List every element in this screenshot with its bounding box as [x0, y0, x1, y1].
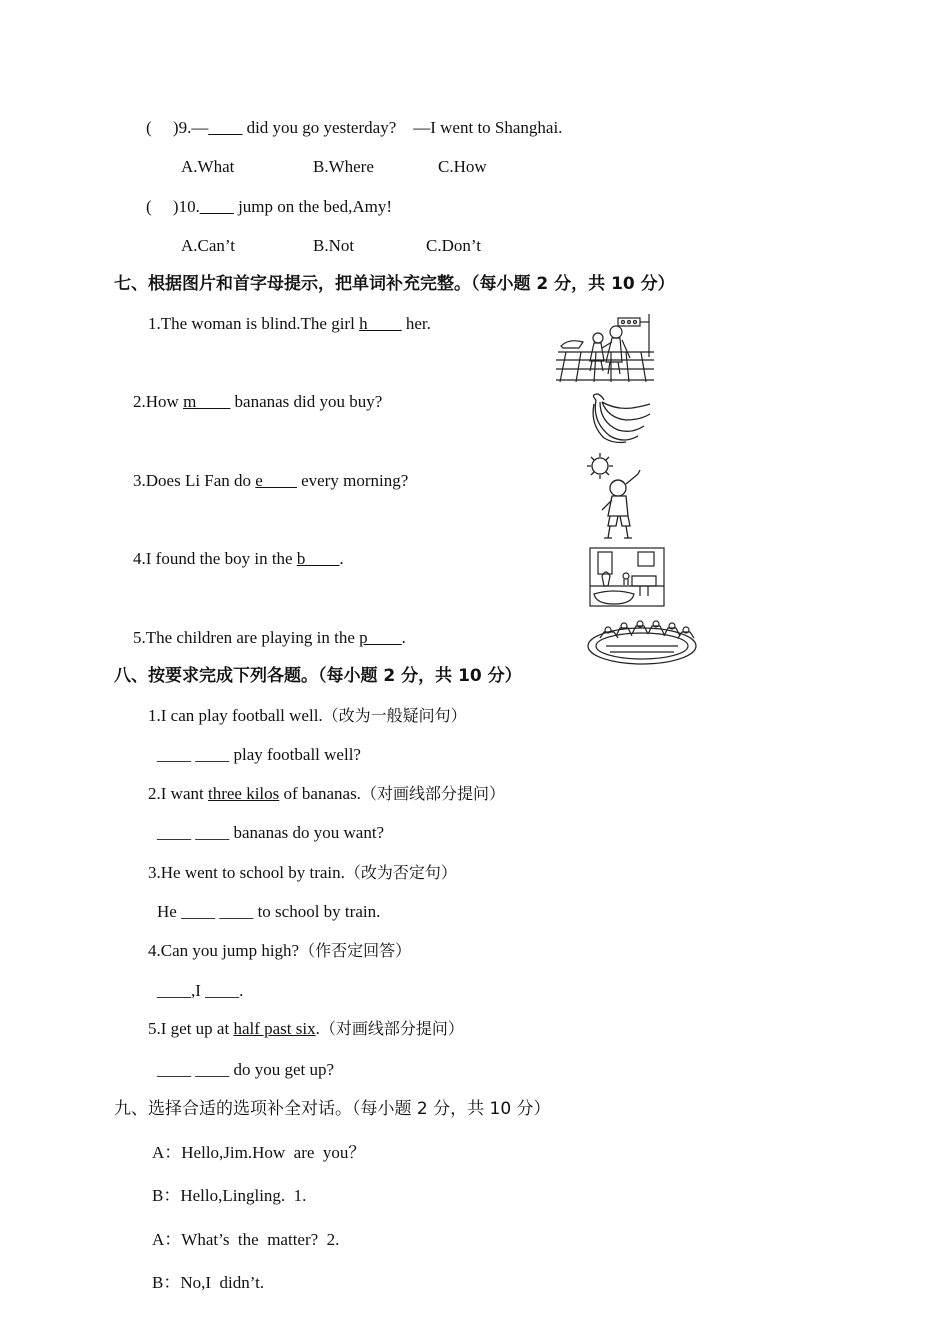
s7-item-4: 4.I found the boy in the b____. — [133, 549, 344, 568]
answer-blank[interactable]: ____ — [199, 197, 234, 216]
s8-answer-5[interactable]: ____ ____ do you get up? — [157, 1060, 335, 1079]
instruction-note: （改为否定句） — [344, 863, 457, 882]
section-8-title: 八、按要求完成下列各题。（每小题 2 分，共 10 分） — [114, 666, 522, 686]
word-blank[interactable]: h____ — [359, 314, 402, 333]
option-c[interactable]: C.Don’t — [426, 236, 481, 255]
option-b[interactable]: B.Where — [313, 157, 374, 176]
question-number: 10. — [178, 197, 200, 216]
boy-exercising-picture — [586, 452, 648, 542]
answer-paren[interactable]: ( ) — [146, 197, 179, 216]
instruction-note: （对画线部分提问） — [319, 1019, 464, 1038]
s8-answer-2[interactable]: ____ ____ bananas do you want? — [157, 823, 385, 842]
section-7-title: 七、根据图片和首字母提示，把单词补充完整。（每小题 2 分，共 10 分） — [114, 274, 675, 294]
word-blank[interactable]: b____ — [296, 549, 340, 568]
dialogue-line: B：No,I didn’t. — [152, 1273, 265, 1292]
s7-item-3: 3.Does Li Fan do e____ every morning? — [133, 471, 409, 490]
s7-item-2: 2.How m____ bananas did you buy? — [133, 392, 383, 411]
answer-paren[interactable]: ( ) — [146, 118, 179, 137]
option-b[interactable]: B.Not — [313, 236, 355, 255]
s8-item-5: 5.I get up at half past six.（对画线部分提问） — [148, 1019, 464, 1038]
word-blank[interactable]: m____ — [183, 392, 231, 411]
answer-blank[interactable]: ____ — [208, 118, 243, 137]
s8-answer-4[interactable]: ____,I ____. — [157, 981, 244, 1000]
instruction-note: （改为一般疑问句） — [322, 706, 467, 725]
s8-answer-3[interactable]: He ____ ____ to school by train. — [157, 902, 381, 921]
dialogue-line: A：What’s the matter? 2. — [152, 1230, 340, 1249]
instruction-note: （对画线部分提问） — [360, 784, 505, 803]
question-9 — [146, 117, 562, 139]
question-number: 9.— — [178, 118, 209, 137]
option-c[interactable]: C.How — [438, 157, 487, 176]
playground-picture — [586, 616, 702, 666]
instruction-note: （作否定回答） — [299, 941, 412, 960]
s8-item-2: 2.I want three kilos of bananas.（对画线部分提问） — [148, 784, 505, 803]
s7-item-5: 5.The children are playing in the p____. — [133, 628, 406, 647]
girl-helping-woman-picture — [556, 312, 656, 384]
s8-item-1: 1.I can play football well.（改为一般疑问句） — [148, 706, 467, 725]
word-blank[interactable]: e____ — [255, 471, 297, 490]
option-a[interactable]: A.Can’t — [181, 236, 235, 255]
section-9-title: 九、选择合适的选项补全对话。（每小题 2 分，共 10 分） — [114, 1099, 551, 1119]
question-text: did you go yesterday? —I went to Shanghai. — [242, 118, 563, 137]
s8-item-3: 3.He went to school by train.（改为否定句） — [148, 863, 457, 882]
s8-answer-1[interactable]: ____ ____ play football well? — [157, 745, 361, 764]
question-10 — [146, 196, 392, 218]
dialogue-line: A：Hello,Jim.How are you？ — [152, 1143, 366, 1162]
option-a[interactable]: A.What — [181, 157, 235, 176]
s7-item-1: 1.The woman is blind.The girl h____ her. — [148, 314, 431, 333]
dialogue-line: B：Hello,Lingling. 1. — [152, 1186, 307, 1205]
word-blank[interactable]: p____ — [359, 628, 402, 647]
bathroom-picture — [588, 546, 666, 608]
bananas-picture — [588, 392, 654, 444]
question-text: jump on the bed,Amy! — [233, 197, 392, 216]
s8-item-4: 4.Can you jump high?（作否定回答） — [148, 941, 412, 960]
